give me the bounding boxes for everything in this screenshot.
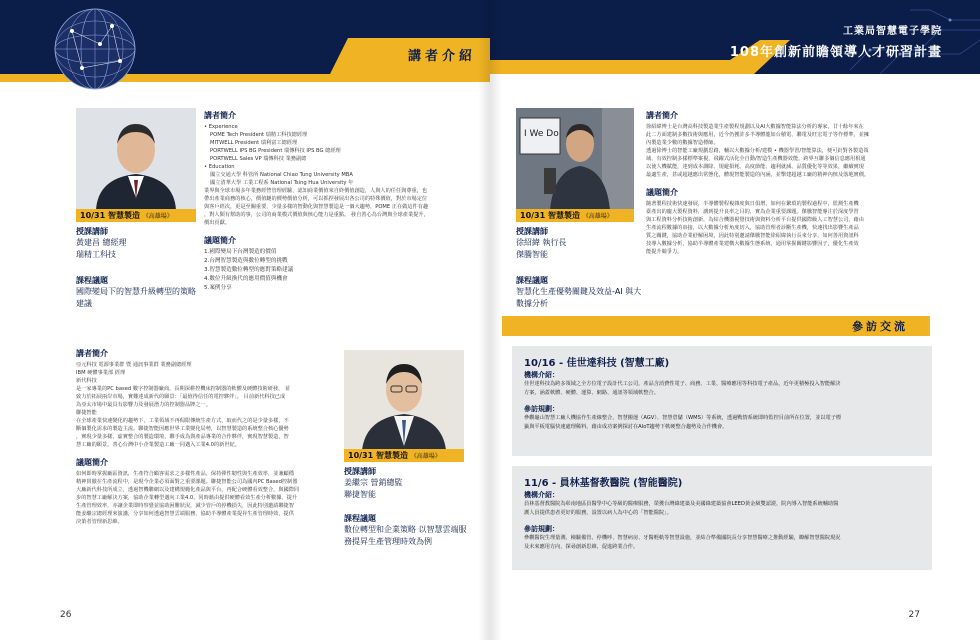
visit-card-plan-heading: 參訪規劃： (524, 525, 559, 533)
speaker2-agenda-heading: 議題簡介 (76, 458, 108, 467)
visit-card-title: 11/6 - 員林基督教醫院 (智能醫院) (524, 478, 683, 489)
bio-line: 域、有效控制多樣標準案視，飛躍式活化全自動/智造生產機器效能，跨界互聯多個信息應用相通 (646, 156, 866, 162)
agenda-line: 技導入數據分析，協助半導體產業建構大數據生態系統，通用掌握關鍵影響因子，優化生產效 (646, 241, 859, 247)
agenda-line: 臺產出的龐大製程資料，講到提升良率之目的，實為企業重要課題。傑騰智能專注於深度學習 (646, 209, 859, 215)
right-page-number: 27 (908, 610, 920, 620)
speaker1-lecturer-company: 瑞精工科技 (76, 250, 116, 259)
speaker3-session-tag (516, 209, 634, 222)
speaker3-tag-sub: 《高雄場》 (582, 213, 613, 220)
bio-line: 與客戶經次，更是至關重要，少量多樣的智動化與智慧製造是一個大趨勢，POME 正在做這件有趣 (204, 204, 429, 210)
visit-card-plan-text (524, 414, 920, 432)
speaker3-tag-date: 10/31 (520, 211, 546, 220)
org-name: 工業局智慧電子學院 (843, 26, 942, 37)
speaker1-bio (204, 110, 466, 293)
svg-text:I We Do: I We Do (524, 129, 559, 139)
agenda-line: 生產管理效率，亦讓企業即時察覺並協助困難狀況，減少管戶的停機損失，因此特別邀請聯捷智 (76, 503, 294, 509)
book-spine-shadow (478, 0, 502, 640)
visit-card-intro-text (524, 500, 920, 518)
agenda-line: 精神貫徹在生產流程中，是現今企業必須面對之重要課題。聯捷智能公司為國內PC Based控制器 (76, 479, 298, 485)
bio-line: PORTWELL IPS BG President 瑞傳科技 IPS BG 總經理 (210, 148, 341, 154)
speaker3-bio-heading: 講者簡介 (646, 111, 678, 120)
speaker3-tag-label: 智慧製造 (547, 211, 580, 220)
bio-line: MITWELL President 瑞利富工總經理 (210, 140, 298, 146)
bio-line: 新代科技 (76, 378, 97, 384)
speaker1-tag-date: 10/31 (80, 211, 106, 220)
visit-card-plan-text (524, 534, 920, 552)
card-line: 方案，涵蓋軟體、硬體、運算、網路、通訊等領域軟整合。 (524, 390, 659, 396)
visit-section-title: 參訪交流 (852, 320, 908, 333)
agenda-line: 能姜繼宗總經理來演講，分享如何透過智慧雲端服務，協助半導體產業提昇生產管理時效，提供 (76, 511, 294, 517)
bio-line: ，實現少量多樣，虛實整合的製造環境，聯手成為與產品專業的合作夥伴，實現智慧製造，智 (76, 434, 289, 440)
card-line: 參觀醫院生理量測、檢驗備管、停機呼、智慧病房、牙醫輕軌等智慧設施，並結合準備國院長分享智慧醫療之推動經驗，瞭解智慧醫院現況 (524, 535, 841, 541)
agenda-item: 1.國際變局下台灣製造的價值 (204, 249, 277, 255)
speaker3-topic-heading: 課程議題 (516, 276, 548, 285)
speaker3-lecturer-name: 徐紹緯 執行長 (516, 238, 567, 247)
speaker1-session-tag (76, 209, 196, 222)
agenda-item: 3.智慧製造數位轉型的應對策略建議 (204, 267, 294, 273)
bio-line: 為亞太市場中最具有影響力及發展潛力的控制器品牌之一。 (76, 402, 211, 408)
speaker2-session-tag (344, 449, 464, 462)
bio-line: 此二方面建制多數技術與應用，近今仍獲許多半導體龍如台積電、聯電及旺宏電子等作標準，並擁 (646, 132, 870, 138)
speaker2-bio (76, 348, 332, 526)
bio-line: PORTWELL Sales VP 瑞傳科技 業務副總 (210, 156, 307, 162)
speaker2-photo (344, 350, 464, 450)
card-line: 及未來應用方向，探尋創新思維，促進跨業合作。 (524, 544, 639, 550)
bio-line: ，對人類有幫助的事，公司的商業模式價值與核心能力是重點。 發自善心為台灣與全球產業提升， (204, 212, 429, 218)
visit-card (512, 466, 932, 570)
bio-line: 是一家專業的PC based 數字控制器廠商，長期深耕控機床控制器的軟體及硬體技術研發， 並 (76, 386, 291, 392)
speaker3-bio (646, 110, 912, 256)
bio-line: POME Tech President 瑞精工科技總經理 (210, 132, 308, 138)
speaker1-agenda-heading: 議題簡介 (204, 236, 236, 245)
bio-line: • Experience (204, 124, 238, 130)
agenda-line: 如何即時掌握廠區資訊，生產符合顧客需求之多樣性產品，保持彈性韌性與生產效率，並兼顧穩 (76, 471, 294, 477)
agenda-line: 與工程資料分析技術創新，為結合機器視覺技術與資料分析平台提供國際級人工智慧公司，藉由 (646, 217, 864, 223)
speaker2-topic-line: 數位轉型和企業策略 以智慧雲端服 (344, 525, 467, 534)
speaker3-agenda-text (646, 200, 912, 256)
speaker3-topic-line: 數據分析 (516, 299, 548, 308)
visit-card-intro-heading: 機構介紹： (524, 371, 559, 379)
agenda-line: 生產流程數據的串接，以大數據分析角度切入，協助管理者診斷生產機，快速找出影響生產品 (646, 225, 859, 231)
speaker3-photo (516, 108, 634, 210)
speaker2-lecturer-heading: 授課講師 (344, 467, 376, 476)
speaker1-tag-label: 智慧製造 (107, 211, 140, 220)
speaker2-lecturer-block (344, 466, 474, 548)
bio-line: 斷個製化需求的製造主流。聯捷智能因應世界工業變化局勢，以智慧製造的系統整合核心優勢 (76, 426, 289, 432)
bio-line: 以使人機賦能，達到成本調降、規避損耗、高度節能、趨利就減、品質優化等等效果，繼續實現 (646, 164, 864, 170)
speaker2-lecturer-name: 姜繼宗 營銷總監 (344, 478, 403, 487)
speaker1-lecturer-name: 黃建昌 總經理 (76, 238, 127, 247)
right-header-brand (730, 22, 942, 60)
visit-card-title: 10/16 - 佳世達科技 (智慧工廠) (524, 358, 670, 369)
speaker1-agenda-list (204, 248, 466, 293)
visit-card (512, 346, 932, 456)
speaker1-topic-line: 建議 (76, 299, 92, 308)
speaker2-tag-date: 10/31 (348, 451, 374, 460)
speaker2-lecturer-company: 聯捷智能 (344, 490, 376, 499)
speaker1-topic-heading: 課程議題 (76, 276, 108, 285)
card-line: 員林基督教醫院為彰南地區員醫學中心等級的醫療服務，榮獲台灣綠建築及美國綠建築協會LEED黃金級雙認證，院內導入智能系統輔助醫 (524, 501, 839, 507)
speaker1-tag-sub: 《高雄場》 (142, 213, 173, 220)
agenda-line: 能提升競爭力。 (646, 249, 683, 255)
speaker1-lecturer-block (76, 226, 202, 310)
speaker3-agenda-heading: 議題簡介 (646, 188, 678, 197)
speaker3-lecturer-heading: 授課講師 (516, 227, 548, 236)
speaker2-bio-text (76, 361, 332, 449)
bio-line: 亞元科技 電源事業群 暨 通訊事業群 業務副總經理 (76, 362, 192, 368)
bio-line: 國立交通大學 科管所 National Chiao Tung University MBA (210, 172, 353, 178)
bio-line: • Education (204, 164, 235, 170)
agenda-item: 4.數位升級換代的應用價值與機會 (204, 276, 288, 282)
left-page-number: 26 (60, 610, 72, 620)
speaker1-topic-line: 國際變局下的智慧升級轉型的策略 (76, 287, 196, 296)
bio-line: 在全球產業快速變化的趨勢下，工業領域不再侷限傳統生產方式，取而代之的是少量多樣，不 (76, 418, 289, 424)
speaker2-tag-label: 智慧製造 (375, 451, 408, 460)
agenda-line: 大廠新代科技所成立，透過智機聯網以及建構規範化產品與平台，再配合硬體看效整合，與國際同 (76, 487, 300, 493)
program-title: 108年創新前瞻領導人才研習計畫 (729, 45, 942, 60)
bio-line: 業界與全球市場多年業務經營管理經驗，認知商業價值來自終價值創造，人與人的任任與尊重，也 (204, 188, 428, 194)
globe-network-icon (52, 6, 138, 92)
card-line: 護人員提供患者更好的服務，設置以病人為中心的「智能醫院」。 (524, 510, 672, 516)
card-line: 佳世達科技為跨多領域之全方位電子設計代工公司，產品含消費性電子、商務、工業、醫療應用等科技電子產品，近年更積極投入智能解決 (524, 381, 841, 387)
speaker2-bio-heading: 講者簡介 (76, 349, 108, 358)
bio-line: 透過徐博士的智能工廠規劃思路，輔以大數據分析/建模 • 機器學習/智能算法，便可針對各製造領 (646, 148, 869, 154)
bio-line: 內製造業少數的數據智造標師。 (646, 140, 719, 146)
bio-line: 慧工廠的願景。善心台灣中小企業製造工廠一同邁入工業4.0的新世紀。 (76, 442, 240, 448)
speaker1-bio-heading: 講者簡介 (204, 111, 236, 120)
visit-card-intro-heading: 機構介紹： (524, 491, 559, 499)
speaker1-bio-text (204, 123, 466, 227)
agenda-line: 隨著製程技術快速發展，半導體製程複雜度與日俱增，如何在繁瑣的製程過程中，監測生產機 (646, 201, 859, 207)
speaker2-tag-sub: 《高雄場》 (410, 453, 441, 460)
visit-card-intro-text (524, 380, 920, 398)
card-line: 參觀龜山智慧工廠人機協作生產線整合，智慧搬運（AGV）、智慧倉儲（WMS）等系統，透過戰情系統即時監控目前所在位置，並以電子標 (524, 415, 842, 421)
bio-line: 國立清華大學 工業工程系 National Tsing Hua University 年 (210, 180, 354, 186)
speaker3-lecturer-company: 傑騰智能 (516, 250, 548, 259)
speaker2-agenda-text (76, 470, 332, 526)
bio-line: 帶出產業商務的核心，價值鏈的價勢價值分析，可以抓捏發展出各公司的特殊價值，對於市場定位 (204, 196, 428, 202)
speaker1-photo (76, 108, 196, 210)
speaker3-bio-text (646, 123, 912, 179)
agenda-line: 步的智慧工廠解決方案，協助企業轉型邁向工業4.0。同時藉由提供硬體看效生產分析數據，提升 (76, 495, 297, 501)
agenda-line: 質之關鍵，協助企業紓解困境，因此特別邀請傑騰智能徐紹緯執行長來分享，如何善用資訊科 (646, 233, 859, 239)
bio-line: 價出貢獻。 (204, 220, 230, 226)
speaker3-lecturer-block (516, 226, 644, 310)
card-line: 籤與平板電腦快速處理稀料，藉由成功案例探討在AIoT趨勢下軟硬整合趨勢及合作機會。 (524, 424, 728, 430)
agenda-item: 5.案例分享 (204, 285, 232, 291)
speaker2-topic-heading: 課程議題 (344, 514, 376, 523)
bio-line: 最適生產，甚或超越應出常態化，體現智能製造的內涵，並擊建超越工廠的精神內核及落地實價。 (646, 172, 870, 178)
speaker1-lecturer-heading: 授課講師 (76, 227, 108, 236)
bio-line: 致力於拓展兩岸市場，實難達成新代的願景：「最值得信任的電控夥伴」。 目前新代科技已成 (76, 394, 286, 400)
bio-line: 徐紹緯博士是台灣高科技製造業生產製程規劃以及AI大數據智能算法分析的專家，廿十餘年來在 (646, 124, 864, 130)
bio-line: IBM 硬體事業部 經理 (76, 370, 126, 376)
agenda-item: 2.台灣智慧製造與數位轉型的挑戰 (204, 258, 288, 264)
speaker2-topic-line: 務提昇生產管理時效為例 (344, 537, 432, 546)
agenda-line: 決策者管理新思維。 (76, 519, 123, 525)
speaker3-topic-line: 智慧化生產優勢關鍵及效益-AI 與大 (516, 287, 642, 296)
visit-card-plan-heading: 參訪規劃： (524, 405, 559, 413)
bio-line: 聯捷智能 (76, 410, 97, 416)
left-header-title: 講者介紹 (408, 49, 477, 64)
